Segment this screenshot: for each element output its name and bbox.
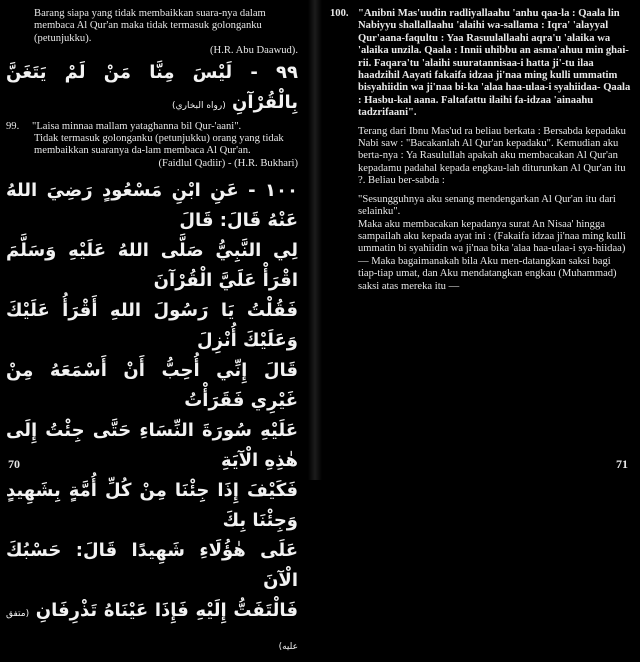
hadith-100-arabic-ref: (متفق عليه): [6, 609, 298, 653]
hadith-100-arabic-line-last: [6, 596, 298, 662]
hadith-99-source: (Faidlul Qadiir) - (H.R. Bukhari): [158, 157, 298, 169]
hadith-99-number: 99.: [6, 120, 20, 132]
page-number-right: 71: [616, 457, 628, 471]
hadith-100-arabic-line: عَلَيْهِ سُورَةَ النِّسَاءِ حَتَّى جِئْتُ إِلَى هٰذِهِ الْآيَةِ: [6, 420, 298, 472]
hadith-100-transliteration: "Anibni Mas'uudin radliyallaahu 'anhu qaa-la : Qaala lin Nabiyyu shallallaahu 'alaihi wa-sallama : Iqra' 'alayyal Qur'aana-faqultu : Yaa Rasuulallaahi aqra'u 'alaika wa 'alaika unzila. Qaala : Innii uhibbu an asma'ahuu min ghai-rii. Faqara'tu 'alaihi suuratannisaa-i hatta ji'-tu ilaa haadzihil Aayati fakaifa idzaa ji'naa ming kulli ummatim bisyahiidin wa ji'naa bi-ka 'alaa haa-ulaa-i syahiidaa- Qaala : Hasbu-kal aana. Faltafattu ilaihi fa-idzaa 'ainaahu tadzrifaani".: [358, 8, 631, 119]
hadith-100-arabic-last-text: فَالْتَفَتُّ إِلَيْهِ فَإِذَا عَيْنَاهُ تَذْرِفَانِ: [35, 600, 298, 622]
hadith-100-arabic-line: فَكَيْفَ إِذَا جِئْنَا مِنْ كُلِّ أُمَّةٍ بِشَهِيدٍ وَجِئْنَا بِكَ: [6, 480, 298, 532]
hadith-100-meaning-quote: "Sesungguhnya aku senang mendengarkan Al Qur'an itu dari selainku".: [358, 193, 616, 218]
hadith-100-arabic-block: [6, 176, 298, 662]
hadith-100-meaning-verse: Maka aku membacakan kepadanya surat An Nisaa' hingga sampailah aku kepada ayat ini : (Fakaifa idzaa ji'naa ming kulli ummatin bi syahiidin wa ji'naa bika 'alaa haa-ulaa-i sya-hiidaa) — Maka bagaimanakah bila Aku men-datangkan saksi bagi tiap-tiap umat, dan Aku mendatangkan engkau (Muhammad) saksi atas mereka itu —: [358, 218, 626, 292]
hadith-98-meaning: Barang siapa yang tidak membaikkan suara-nya dalam membaca Al Qur'an maka tidak termasuk golonganku (petunjukku).: [34, 8, 266, 44]
hadith-98-source: (H.R. Abu Daawud).: [210, 45, 298, 57]
hadith-100-number: 100.: [330, 8, 349, 19]
hadith-100-arabic-line: ١٠٠ - عَنِ ابْنِ مَسْعُودٍ رَضِيَ اللهُ عَنْهُ قَالَ: قَالَ: [6, 180, 298, 232]
hadith-100-meaning-intro: Terang dari Ibnu Mas'ud ra beliau berkata : Bersabda kepadaku Nabi saw : "Bacakanlah Al Qur'an kepadaku". Kemudian aku berta-nya : Ya Rasulullah apakah aku membacakan Al Qur'an kepadamu padahal kepada engkau-lah diturunkan Al Qur'an itu ?. Beliau ber-sabda :: [358, 125, 626, 187]
hadith-100-arabic-line: لِي النَّبِيُّ صَلَّى اللهُ عَلَيْهِ وَسَلَّمَ اقْرَأْ عَلَيَّ الْقُرْآنَ: [6, 240, 298, 292]
hadith-100-translit-row: [330, 8, 632, 120]
left-page: [0, 0, 312, 653]
hadith-99-meaning: Tidak termasuk golonganku (petunjukku) orang yang tidak membaikkan suaranya da-lam membaca Al Qur'an.: [34, 133, 284, 157]
hadith-99-transliteration: "Laisa minnaa mallam yataghanna bil Qur-'aani".: [32, 120, 242, 132]
hadith-99-translit-row: [6, 121, 298, 133]
hadith-99-arabic-text: ٩٩ - لَيْسَ مِنَّا مَنْ لَمْ يَتَغَنَّ بِالْقُرْآنِ: [6, 61, 298, 113]
hadith-100-arabic-line: قَالَ إِنِّي أُحِبُّ أَنْ أَسْمَعَهُ مِنْ غَيْرِي فَقَرَأْتُ: [6, 360, 298, 412]
page-number-left: 70: [8, 457, 20, 471]
right-page: [320, 0, 640, 480]
hadith-99-arabic: [6, 58, 298, 121]
hadith-99-arabic-ref: (رواه البخاري): [172, 100, 226, 111]
hadith-100-arabic-line: فَقُلْتُ يَا رَسُولَ اللهِ أَقْرَأُ عَلَيْكَ وَعَلَيْكَ أُنْزِلَ: [6, 300, 298, 352]
hadith-100-arabic-line: عَلَى هٰؤُلَاءِ شَهِيدًا قَالَ: حَسْبُكَ الْآنَ: [6, 540, 298, 592]
